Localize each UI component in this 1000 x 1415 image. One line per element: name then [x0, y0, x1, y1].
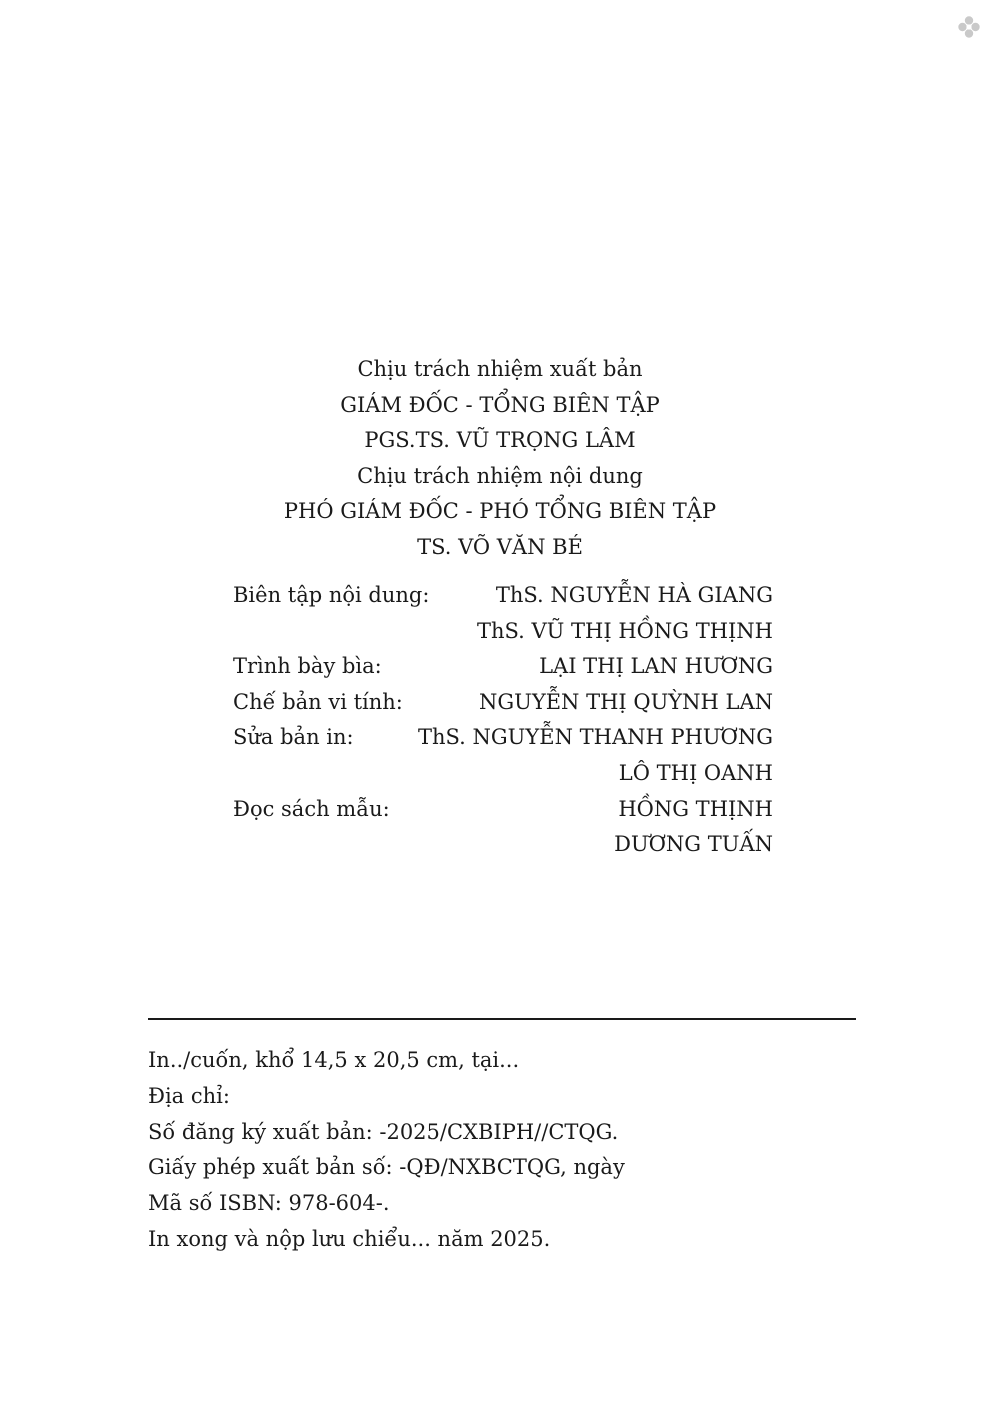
- credit-name: LÔ THỊ OANH: [618, 760, 773, 785]
- credit-role: Chế bản vi tính:: [233, 689, 403, 714]
- credit-role: Đọc sách mẫu:: [233, 796, 390, 821]
- imprint-block: [148, 1043, 856, 1258]
- deputy-director-title: PHÓ GIÁM ĐỐC - PHÓ TỔNG BIÊN TẬP: [283, 499, 717, 523]
- credit-names: [539, 649, 773, 685]
- credit-names: [477, 578, 773, 649]
- credit-role: Biên tập nội dung:: [233, 583, 430, 607]
- legal-deposit-line: In xong và nộp lưu chiểu... năm 2025.: [148, 1226, 551, 1251]
- isbn-line: Mã số ISBN: 978-604-.: [148, 1191, 390, 1216]
- responsibility-block: [0, 352, 1000, 565]
- credit-row-typesetting: [233, 685, 773, 721]
- deputy-director-name: TS. VÕ VĂN BÉ: [417, 534, 583, 559]
- director-title: GIÁM ĐỐC - TỔNG BIÊN TẬP: [340, 392, 660, 417]
- credit-row-content-editors: [233, 578, 773, 649]
- license-line: Giấy phép xuất bản số: -QĐ/NXBCTQG, ngày: [148, 1155, 625, 1180]
- print-run-line: In../cuốn, khổ 14,5 x 20,5 cm, tại...: [148, 1048, 520, 1072]
- credit-row-cover-design: [233, 649, 773, 685]
- credit-name: LẠI THỊ LAN HƯƠNG: [539, 654, 773, 679]
- content-responsibility-label: Chịu trách nhiệm nội dung: [357, 463, 643, 488]
- credit-row-sample-reading: [233, 792, 773, 863]
- credit-names: [418, 720, 773, 791]
- publishing-responsibility-label: Chịu trách nhiệm xuất bản: [357, 357, 643, 381]
- credit-name: ThS. VŨ THỊ HỒNG THỊNH: [476, 618, 773, 643]
- credit-names: [614, 792, 773, 863]
- credit-names: [479, 685, 773, 721]
- credit-name: DƯƠNG TUẤN: [614, 832, 773, 857]
- credits-list: [233, 578, 773, 863]
- credit-row-proofreading: [233, 720, 773, 791]
- divider-line: [148, 1018, 856, 1020]
- credit-role: Trình bày bìa:: [233, 654, 382, 679]
- credit-name: HỒNG THỊNH: [618, 796, 773, 821]
- director-name: PGS.TS. VŨ TRỌNG LÂM: [364, 428, 636, 452]
- credit-name: NGUYỄN THỊ QUỲNH LAN: [478, 689, 773, 714]
- credit-role: Sửa bản in:: [233, 725, 354, 750]
- registration-line: Số đăng ký xuất bản: -2025/CXBIPH//CTQG.: [148, 1119, 619, 1144]
- credit-name: ThS. NGUYỄN HÀ GIANG: [495, 583, 773, 607]
- address-line: Địa chỉ:: [148, 1083, 230, 1108]
- flower-icon: [956, 14, 982, 40]
- credit-name: ThS. NGUYỄN THANH PHƯƠNG: [418, 725, 773, 750]
